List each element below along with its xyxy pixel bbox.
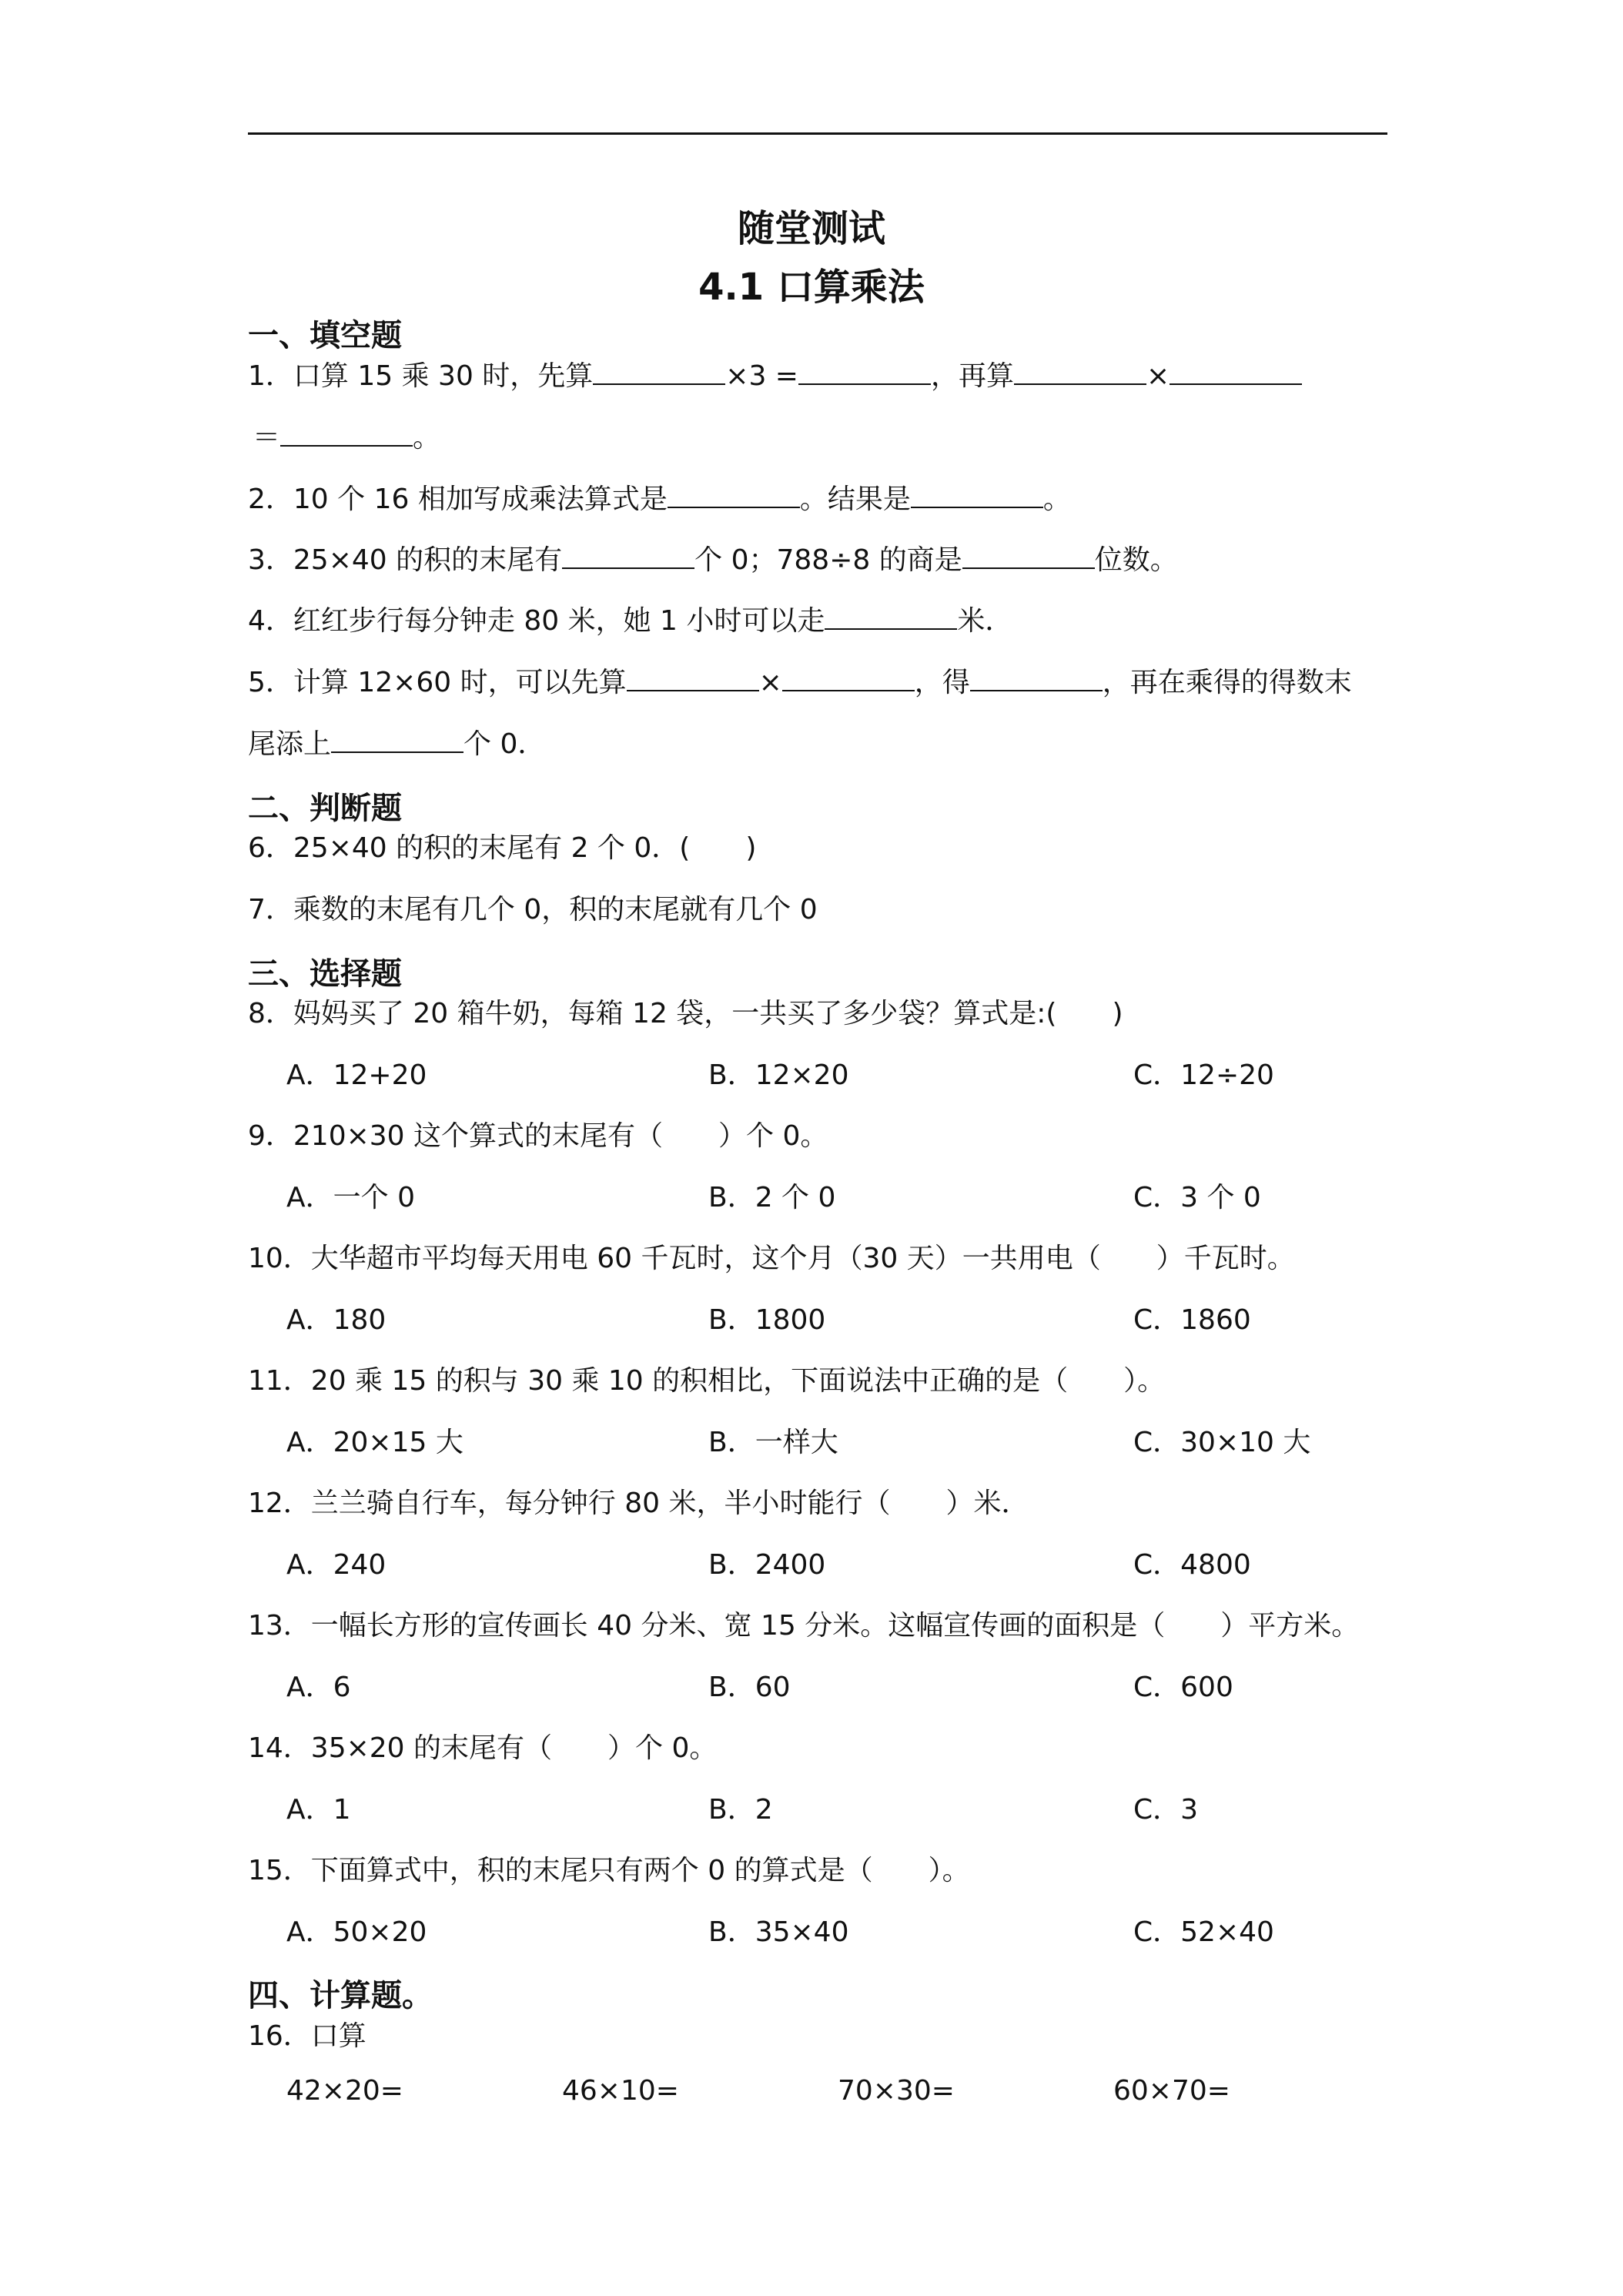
question-15-option-a: A．50×20 xyxy=(286,1916,427,1948)
question-12-option-b: B．2400 xyxy=(708,1549,826,1581)
question-1-line2-suffix: 。 xyxy=(413,422,441,454)
question-8: 8．妈妈买了 20 箱牛奶，每箱 12 袋，一共买了多少袋？算式是:( ) xyxy=(248,998,1123,1029)
answer-blank xyxy=(593,360,725,385)
question-11-option-b: B．一样大 xyxy=(708,1427,838,1458)
calc-item-4: 60×70= xyxy=(1113,2075,1230,2107)
question-10-option-c: C．1860 xyxy=(1133,1304,1251,1336)
question-3-prefix: 3．25×40 的积的末尾有 xyxy=(248,544,563,576)
question-4-prefix: 4．红红步行每分钟走 80 米，她 1 小时可以走 xyxy=(248,605,825,637)
answer-blank xyxy=(331,728,463,753)
question-15-option-c: C．52×40 xyxy=(1133,1916,1274,1948)
answer-blank xyxy=(798,360,931,385)
question-5-prefix: 5．计算 12×60 时，可以先算 xyxy=(248,667,627,698)
answer-blank xyxy=(962,544,1095,569)
answer-blank xyxy=(562,544,694,569)
question-1-mid2: ，再算 xyxy=(930,360,1014,392)
question-2 xyxy=(248,477,1071,517)
question-16: 16．口算 xyxy=(248,2020,366,2052)
question-1-line-2 xyxy=(253,416,440,455)
answer-blank xyxy=(825,605,957,630)
question-3 xyxy=(248,538,1178,577)
answer-blank xyxy=(911,484,1043,508)
question-2-prefix: 2．10 个 16 相加写成乘法算式是 xyxy=(248,484,668,515)
answer-blank xyxy=(1170,360,1302,385)
answer-blank xyxy=(1014,360,1146,385)
question-5-line-2 xyxy=(248,722,545,761)
question-11-option-c: C．30×10 大 xyxy=(1133,1427,1311,1458)
question-3-suffix: 位数。 xyxy=(1094,544,1178,576)
section-heading-calculation: 四、计算题。 xyxy=(248,1978,433,2013)
section-heading-choice: 三、选择题 xyxy=(248,956,402,992)
question-5-line2-prefix: 尾添上 xyxy=(248,728,332,760)
question-2-mid: 。结果是 xyxy=(799,484,911,515)
question-12: 12．兰兰骑自行车，每分钟行 80 米，半小时能行（ ）米． xyxy=(248,1488,1029,1519)
page-subtitle: 4.1 口算乘法 xyxy=(698,266,925,309)
question-10-option-a: A．180 xyxy=(286,1304,387,1336)
question-5-mid1: × xyxy=(758,667,782,698)
section-heading-fill-blank: 一、填空题 xyxy=(248,318,402,353)
question-2-suffix: 。 xyxy=(1042,484,1071,515)
calc-item-1: 42×20= xyxy=(286,2075,403,2107)
page-title: 随堂测试 xyxy=(737,207,885,250)
question-5-mid3: ，再在乘得的得数末 xyxy=(1102,667,1352,698)
question-13: 13．一幅长方形的宣传画长 40 分米、宽 15 分米。这幅宣传画的面积是（ ）平方米。 xyxy=(248,1610,1360,1642)
question-3-mid: 个 0；788÷8 的商是 xyxy=(694,544,962,576)
question-10-option-b: B．1800 xyxy=(708,1304,826,1336)
question-14-option-b: B．2 xyxy=(708,1794,773,1826)
answer-blank xyxy=(782,667,915,691)
question-9-option-c: C．3 个 0 xyxy=(1133,1182,1261,1213)
question-5-mid2: ，得 xyxy=(914,667,970,698)
question-13-option-a: A．6 xyxy=(286,1672,351,1703)
question-11-option-a: A．20×15 大 xyxy=(286,1427,463,1458)
question-9-option-a: A．一个 0 xyxy=(286,1182,415,1213)
question-7: 7．乘数的末尾有几个 0，积的末尾就有几个 0 xyxy=(248,894,818,925)
question-4 xyxy=(248,599,1012,638)
answer-blank xyxy=(280,422,413,447)
question-1-prefix: 1．口算 15 乘 30 时，先算 xyxy=(248,360,594,392)
question-13-option-b: B．60 xyxy=(708,1672,791,1703)
section-heading-judgment: 二、判断题 xyxy=(248,791,402,826)
question-8-option-c: C．12÷20 xyxy=(1133,1059,1274,1091)
question-14: 14．35×20 的末尾有（ ）个 0。 xyxy=(248,1732,718,1764)
question-11: 11．20 乘 15 的积与 30 乘 10 的积相比，下面说法中正确的是（ ）。 xyxy=(248,1365,1166,1397)
question-6: 6．25×40 的积的末尾有 2 个 0．( ) xyxy=(248,832,757,864)
question-14-option-a: A．1 xyxy=(286,1794,351,1826)
question-5-line2-suffix: 个 0． xyxy=(463,728,546,760)
question-5-line-1 xyxy=(248,661,1352,700)
question-1-line2-prefix: ＝ xyxy=(253,422,281,454)
question-1-mid1: ×3 = xyxy=(725,360,798,392)
question-1-mid3: × xyxy=(1146,360,1170,392)
answer-blank xyxy=(627,667,759,691)
calc-item-3: 70×30= xyxy=(838,2075,955,2107)
question-9-option-b: B．2 个 0 xyxy=(708,1182,836,1213)
question-8-option-a: A．12+20 xyxy=(286,1059,427,1091)
question-12-option-c: C．4800 xyxy=(1133,1549,1251,1581)
header-rule xyxy=(248,132,1387,135)
answer-blank xyxy=(970,667,1103,691)
question-12-option-a: A．240 xyxy=(286,1549,387,1581)
question-10: 10．大华超市平均每天用电 60 千瓦时，这个月（30 天）一共用电（ ）千瓦时。 xyxy=(248,1243,1295,1274)
question-9: 9．210×30 这个算式的末尾有（ ）个 0。 xyxy=(248,1120,828,1152)
question-1-line-1 xyxy=(248,354,1302,393)
question-13-option-c: C．600 xyxy=(1133,1672,1233,1703)
question-14-option-c: C．3 xyxy=(1133,1794,1199,1826)
question-15: 15．下面算式中，积的末尾只有两个 0 的算式是（ ）。 xyxy=(248,1855,970,1886)
question-15-option-b: B．35×40 xyxy=(708,1916,849,1948)
answer-blank xyxy=(668,484,800,508)
question-4-suffix: 米． xyxy=(957,605,1013,637)
question-8-option-b: B．12×20 xyxy=(708,1059,849,1091)
calc-item-2: 46×10= xyxy=(562,2075,679,2107)
